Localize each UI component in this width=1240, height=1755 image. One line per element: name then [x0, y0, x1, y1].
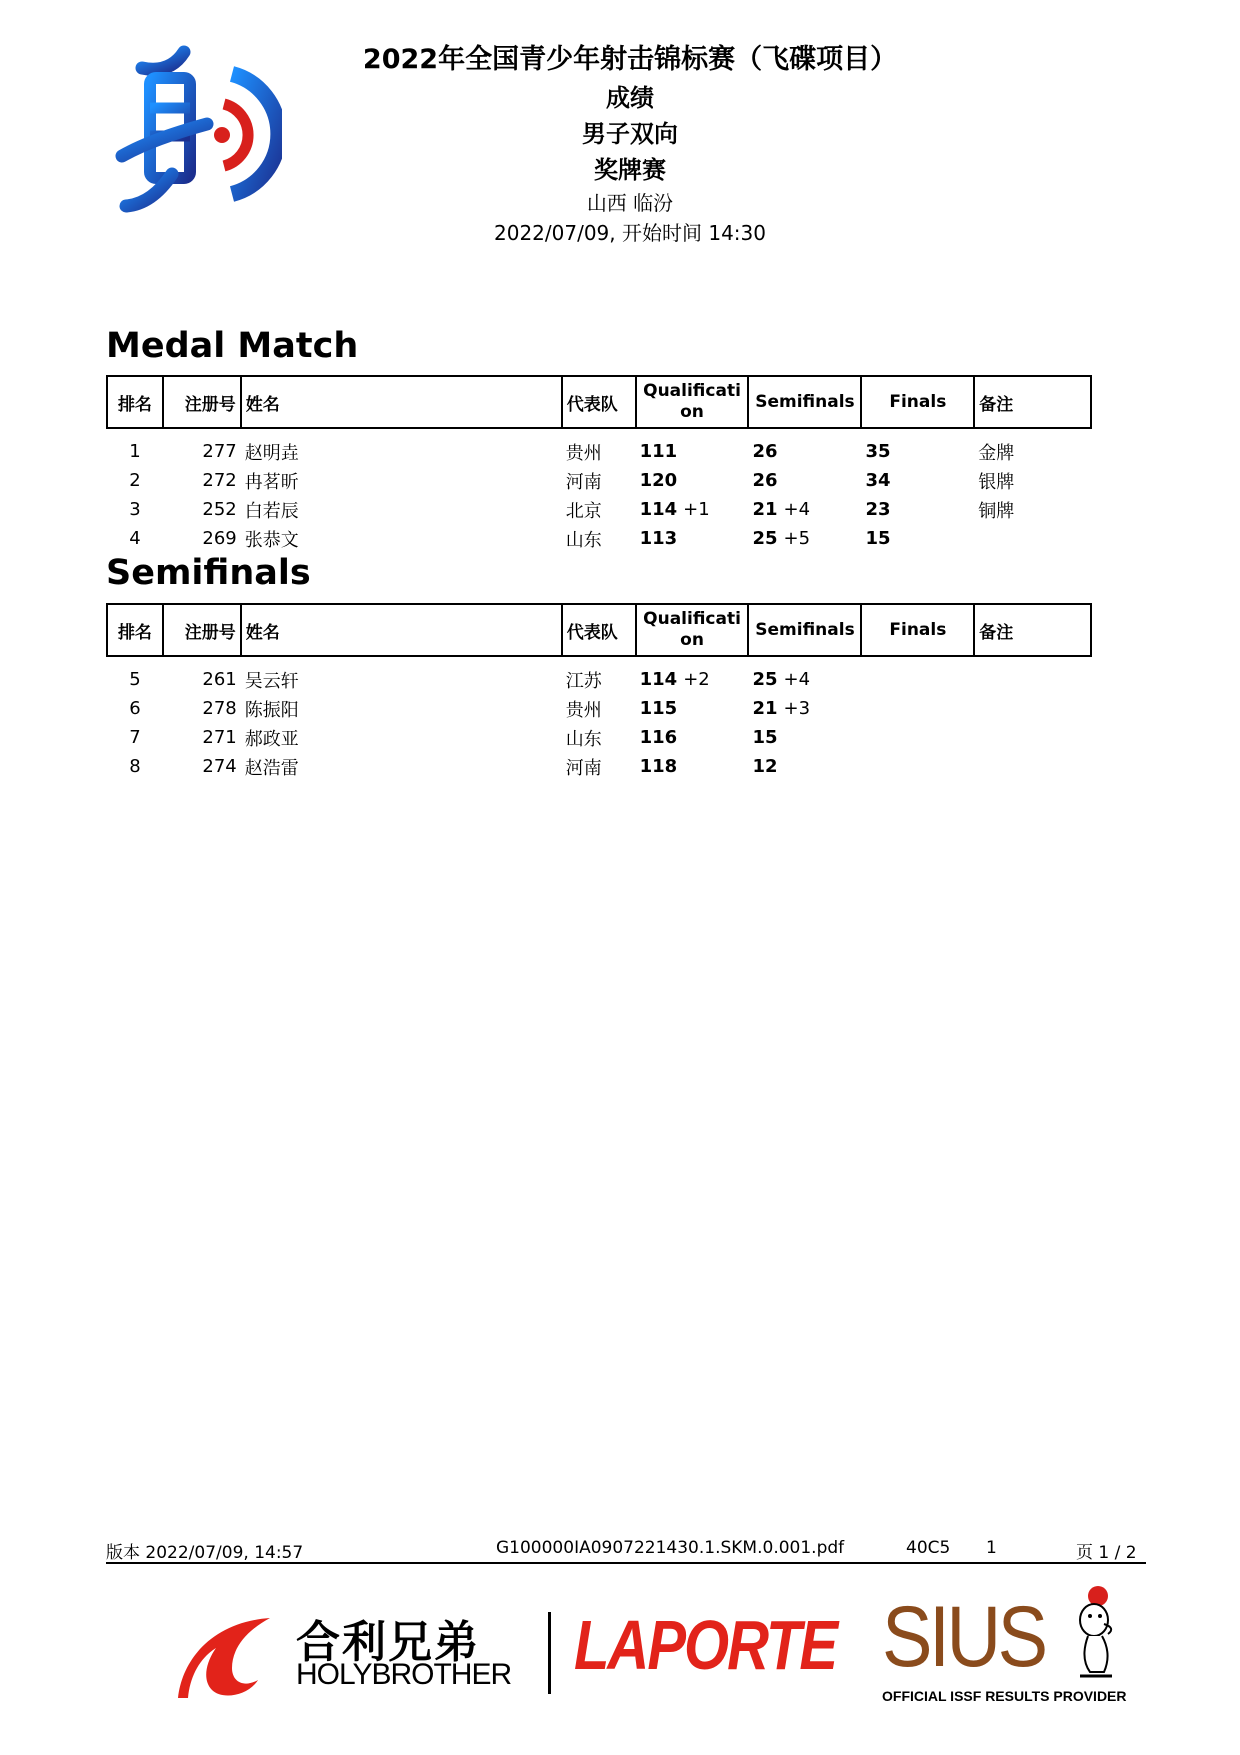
- remark-cell: [974, 694, 1091, 723]
- sius-mascot-icon: [1068, 1582, 1128, 1682]
- team-cell: 河南: [565, 471, 602, 493]
- remark-cell: 金牌: [978, 442, 1015, 464]
- finals-cell: [861, 665, 974, 694]
- qual-cell: 116: [639, 727, 678, 748]
- footer-version: 版本 2022/07/09, 14:57: [106, 1543, 304, 1563]
- col-rank: 排名: [107, 376, 163, 428]
- event-discipline: 男子双向: [582, 120, 678, 148]
- semi-cell: 26: [752, 470, 778, 491]
- sponsor-divider: [548, 1612, 551, 1694]
- team-cell: 河南: [565, 757, 602, 779]
- name-cell: 陈振阳: [244, 699, 299, 721]
- sius-logo: SIUS: [882, 1589, 1045, 1685]
- table-row: [107, 495, 1091, 524]
- name-cell: 赵明垚: [244, 442, 299, 464]
- shooting-logo: [112, 44, 282, 214]
- col-finals: Finals: [861, 376, 974, 428]
- table-header-row: [107, 604, 1091, 656]
- rank-cell: 8: [129, 756, 141, 777]
- rank-cell: 5: [129, 669, 141, 690]
- col-qual: Qualification: [636, 376, 749, 428]
- team-cell: 北京: [565, 500, 602, 522]
- finals-cell: 15: [865, 528, 891, 549]
- col-qual: Qualification: [636, 604, 749, 656]
- section-title-semifinals: Semifinals: [106, 553, 311, 593]
- reg-cell: 252: [202, 499, 237, 520]
- table-header-row: [107, 376, 1091, 428]
- name-cell: 郝政亚: [244, 728, 299, 750]
- holybrother-logo-icon: [172, 1610, 276, 1700]
- semi-cell: 25 +4: [752, 669, 811, 690]
- col-finals: Finals: [861, 604, 974, 656]
- rank-cell: 6: [129, 698, 141, 719]
- footer-divider: [106, 1562, 1146, 1564]
- holybrother-cn: 合利兄弟: [296, 1617, 480, 1668]
- team-cell: 山东: [565, 728, 602, 750]
- finals-cell: [861, 752, 974, 781]
- name-cell: 冉茗昕: [244, 471, 299, 493]
- col-remark: 备注: [974, 604, 1091, 656]
- reg-cell: 261: [202, 669, 237, 690]
- event-phase: 奖牌赛: [594, 156, 666, 184]
- event-datetime: 2022/07/09, 开始时间 14:30: [494, 221, 766, 245]
- qual-cell: 114 +1: [639, 499, 710, 520]
- logo-graphic: [112, 44, 282, 214]
- table-row: [107, 466, 1091, 495]
- rank-cell: 2: [129, 470, 141, 491]
- semi-cell: 21 +4: [752, 499, 811, 520]
- remark-cell: 银牌: [978, 471, 1015, 493]
- reg-cell: 278: [202, 698, 237, 719]
- qual-cell: 114 +2: [639, 669, 710, 690]
- table-row: [107, 723, 1091, 752]
- col-reg: 注册号: [163, 376, 241, 428]
- col-semi: Semifinals: [748, 376, 861, 428]
- finals-cell: 34: [865, 470, 891, 491]
- rank-cell: 7: [129, 727, 141, 748]
- reg-cell: 272: [202, 470, 237, 491]
- footer-page: 页 1 / 2: [1076, 1543, 1137, 1563]
- remark-cell: [974, 752, 1091, 781]
- qual-cell: 113: [639, 528, 678, 549]
- footer-code: 40C5: [906, 1538, 951, 1558]
- table-row: [107, 665, 1091, 694]
- rank-cell: 4: [129, 528, 141, 549]
- table-row: [107, 437, 1091, 466]
- remark-cell: [974, 723, 1091, 752]
- semi-cell: 12: [752, 756, 778, 777]
- name-cell: 吴云轩: [244, 670, 299, 692]
- qual-cell: 118: [639, 756, 678, 777]
- semi-cell: 25 +5: [752, 528, 811, 549]
- reg-cell: 269: [202, 528, 237, 549]
- sius-tagline: OFFICIAL ISSF RESULTS PROVIDER: [882, 1688, 1127, 1704]
- qual-cell: 115: [639, 698, 678, 719]
- remark-cell: [974, 665, 1091, 694]
- finals-cell: [861, 694, 974, 723]
- footer-filename: G100000IA0907221430.1.SKM.0.001.pdf: [496, 1538, 845, 1558]
- qual-cell: 120: [639, 470, 678, 491]
- holybrother-en: HOLYBROTHER: [296, 1658, 512, 1691]
- semi-cell: 26: [752, 441, 778, 462]
- col-rank: 排名: [107, 604, 163, 656]
- col-name: 姓名: [241, 604, 562, 656]
- col-team: 代表队: [562, 376, 636, 428]
- col-semi: Semifinals: [748, 604, 861, 656]
- laporte-logo: LAPORTE: [574, 1606, 837, 1685]
- medal-match-table: [106, 375, 1092, 553]
- remark-cell: 铜牌: [978, 500, 1015, 522]
- section-title-medal-match: Medal Match: [106, 326, 359, 366]
- reg-cell: 271: [202, 727, 237, 748]
- report-type: 成绩: [606, 84, 654, 112]
- team-cell: 贵州: [565, 442, 602, 464]
- semi-cell: 15: [752, 727, 778, 748]
- col-reg: 注册号: [163, 604, 241, 656]
- remark-cell: [974, 524, 1091, 553]
- col-team: 代表队: [562, 604, 636, 656]
- team-cell: 山东: [565, 529, 602, 551]
- name-cell: 赵浩雷: [244, 757, 299, 779]
- col-name: 姓名: [241, 376, 562, 428]
- footer-number: 1: [986, 1538, 997, 1558]
- event-title: 2022年全国青少年射击锦标赛（飞碟项目）: [362, 44, 898, 75]
- finals-cell: 35: [865, 441, 891, 462]
- finals-cell: [861, 723, 974, 752]
- rank-cell: 1: [129, 441, 141, 462]
- table-row: [107, 752, 1091, 781]
- finals-cell: 23: [865, 499, 891, 520]
- team-cell: 江苏: [565, 670, 602, 692]
- report-header: [300, 40, 960, 248]
- table-row: [107, 694, 1091, 723]
- reg-cell: 274: [202, 756, 237, 777]
- qual-cell: 111: [639, 441, 678, 462]
- name-cell: 张恭文: [244, 529, 299, 551]
- semi-cell: 21 +3: [752, 698, 811, 719]
- col-remark: 备注: [974, 376, 1091, 428]
- event-location: 山西 临汾: [586, 191, 674, 215]
- rank-cell: 3: [129, 499, 141, 520]
- reg-cell: 277: [202, 441, 237, 462]
- table-row: [107, 524, 1091, 553]
- semifinals-table: [106, 603, 1092, 781]
- name-cell: 白若辰: [244, 500, 299, 522]
- team-cell: 贵州: [565, 699, 602, 721]
